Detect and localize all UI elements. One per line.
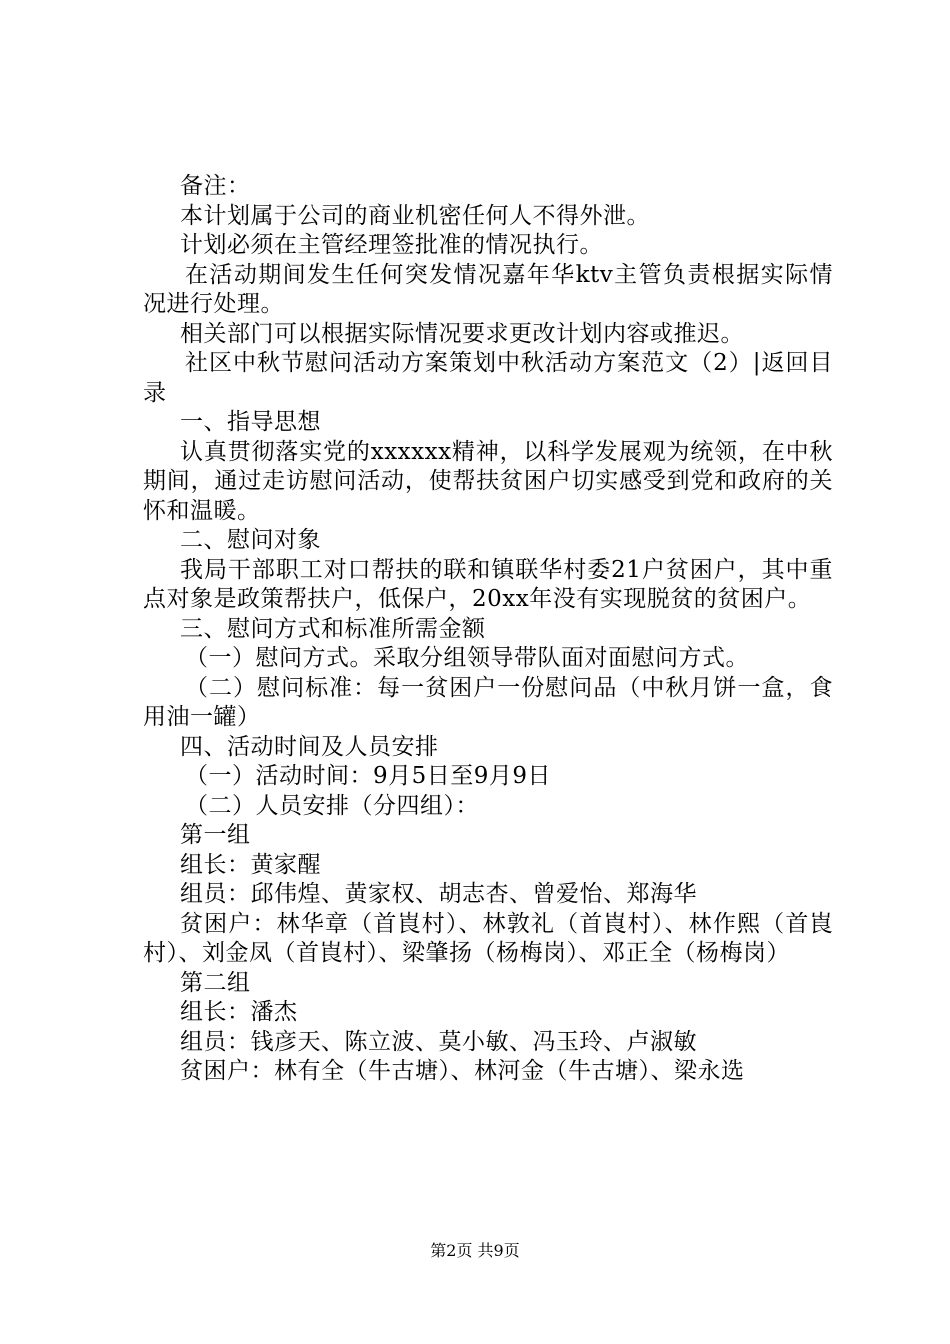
group-members: 组员：钱彦天、陈立波、莫小敏、冯玉玲、卢淑敏 bbox=[180, 1028, 697, 1055]
poor-households: 贫困户：林有全（牛古塘）、林河金（牛古塘）、梁永选 bbox=[180, 1058, 745, 1084]
section-heading: 二、慰问对象 bbox=[180, 527, 321, 553]
paragraph: 在活动期间发生任何突发情况嘉年华ktv主管负责根据实际情况进行处理。 bbox=[143, 261, 833, 317]
paragraph: （一）活动时间：9月5日至9月9日 bbox=[185, 763, 552, 789]
poor-households: 贫困户：林华章（首崀村）、林敦礼（首崀村）、林作熙（首崀村）、刘金凤（首崀村）、梁肇扬（杨梅岗）、邓正全（杨梅岗） bbox=[143, 910, 833, 966]
note-heading: 备注： bbox=[180, 173, 251, 199]
page-footer: 第2页 共9页 bbox=[430, 1241, 520, 1260]
section-heading: 一、指导思想 bbox=[180, 409, 321, 435]
group-heading: 第二组 bbox=[180, 969, 251, 996]
section-heading: 四、活动时间及人员安排 bbox=[180, 733, 439, 760]
document-body bbox=[143, 172, 833, 1087]
paragraph: （二）人员安排（分四组）： bbox=[185, 792, 479, 819]
paragraph: 相关部门可以根据实际情况要求更改计划内容或推迟。 bbox=[180, 320, 744, 347]
paragraph: 本计划属于公司的商业机密任何人不得外泄。 bbox=[180, 202, 650, 229]
paragraph: 认真贯彻落实党的xxxxxx精神，以科学发展观为统领，在中秋期间，通过走访慰问活动，使帮扶贫困户切实感受到党和政府的关怀和温暖。 bbox=[143, 438, 833, 524]
group-members: 组员：邱伟煌、黄家权、胡志杏、曾爱怡、郑海华 bbox=[180, 881, 697, 907]
group-leader: 组长：黄家醒 bbox=[180, 851, 321, 878]
paragraph: （二）慰问标准：每一贫困户一份慰问品（中秋月饼一盒，食用油一罐） bbox=[143, 674, 833, 730]
paragraph: 计划必须在主管经理签批准的情况执行。 bbox=[180, 232, 603, 258]
section-heading: 三、慰问方式和标准所需金额 bbox=[180, 615, 486, 642]
group-heading: 第一组 bbox=[180, 822, 251, 848]
paragraph: 我局干部职工对口帮扶的联和镇联华村委21户贫困户，其中重点对象是政策帮扶户，低保户，20xx年没有实现脱贫的贫困户。 bbox=[143, 556, 833, 612]
paragraph: （一）慰问方式。采取分组领导带队面对面慰问方式。 bbox=[185, 645, 749, 671]
group-leader: 组长：潘杰 bbox=[180, 999, 298, 1025]
section-title-return-link: 社区中秋节慰问活动方案策划中秋活动方案范文（2）|返回目录 bbox=[143, 350, 833, 406]
